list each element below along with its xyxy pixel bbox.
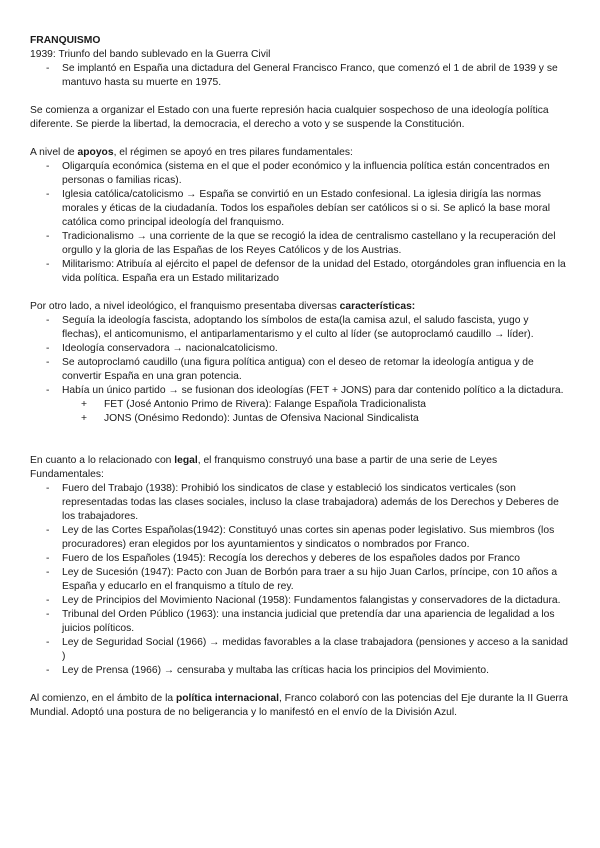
internacional-paragraph: Al comienzo, en el ámbito de la política internacional, Franco colaboró con las potencias del Eje durante la II Guerra Mundial. Adoptó una postura de no beligerancia y lo manifestó en el envío de la División Azul. [30, 693, 569, 718]
intro-list [30, 62, 570, 90]
list-item: - Tradicionalismo → una corriente de la que se recogió la idea de centralismo castellano y la recuperación del orgullo y la gloria de las Españas de los Reyes Católicos y de los Austrias. [30, 230, 570, 258]
list-item: - Tribunal del Orden Público (1963): una instancia judicial que pretendía dar una apariencia de legalidad a los juicios políticos. [30, 608, 570, 636]
list-item: - Se implantó en España una dictadura del General Francisco Franco, que comenzó el 1 de abril de 1939 y se mantuvo hasta su muerte en 1975. [30, 62, 570, 90]
sublist-item: + JONS (Onésimo Redondo): Juntas de Ofensiva Nacional Sindicalista [30, 412, 570, 426]
repression-paragraph: Se comienza a organizar el Estado con una fuerte represión hacia cualquier sospechoso de una ideología política diferente. Se pierde la libertad, la democracia, el derecho a voto y se suspende la Constitución. [30, 105, 549, 130]
list-item: - Ley de Seguridad Social (1966) → medidas favorables a la clase trabajadora (pensiones y acceso a la sanidad ) [30, 636, 570, 664]
caracteristicas-list [30, 314, 570, 398]
apoyos-list [30, 160, 570, 286]
legal-heading: En cuanto a lo relacionado con legal, el franquismo construyó una base a partir de una serie de Leyes Fundamentales: [30, 455, 498, 480]
sublist-item: + FET (José Antonio Primo de Rivera): Falange Española Tradicionalista [30, 398, 570, 412]
list-item: - Fuero de los Españoles (1945): Recogía los derechos y deberes de los españoles dados por Franco [30, 552, 570, 566]
intro-line: 1939: Triunfo del bando sublevado en la Guerra Civil [30, 49, 271, 60]
list-item: - Seguía la ideología fascista, adoptando los símbolos de esta(la camisa azul, el saludo fascista, yugo y flechas), el anticomunismo, el antiparlamentarismo y el culto al líder (se autoproclamó caudillo → líder). [30, 314, 570, 342]
list-item: - Ley de Sucesión (1947): Pacto con Juan de Borbón para traer a su hijo Juan Carlos, príncipe, con 10 años a España y educarlo en el franquismo a título de rey. [30, 566, 570, 594]
list-item: - Militarismo: Atribuía al ejército el papel de defensor de la unidad del Estado, otorgándoles gran influencia en la vida política. España era un Estado militarizado [30, 258, 570, 286]
list-item: - Ideología conservadora → nacionalcatolicismo. [30, 342, 570, 356]
apoyos-heading: A nivel de apoyos, el régimen se apoyó en tres pilares fundamentales: [30, 147, 353, 158]
caracteristicas-heading: Por otro lado, a nivel ideológico, el franquismo presentaba diversas características: [30, 301, 416, 312]
party-sublist [30, 398, 570, 426]
list-item: - Ley de Prensa (1966) → censuraba y multaba las críticas hacia los principios del Movimiento. [30, 664, 570, 678]
list-item: - Había un único partido → se fusionan dos ideologías (FET + JONS) para dar contenido político a la dictadura. [30, 384, 570, 398]
list-item: - Oligarquía económica (sistema en el que el poder económico y la influencia política están concentrados en personas o familias ricas). [30, 160, 570, 188]
list-item: - Fuero del Trabajo (1938): Prohibió los sindicatos de clase y estableció los sindicatos verticales (son representadas todas las clases sociales, incluso la clase trabajadora) además de los Derechos y Deberes de los trabajadores. [30, 482, 570, 524]
doc-title: FRANQUISMO [30, 35, 101, 46]
list-item: - Iglesia católica/catolicismo → España se convirtió en un Estado confesional. La iglesia dirigía las normas morales y éticas de la ciudadanía. Todos los españoles debían ser católicos si o si. Se aplicó la base moral católica como principal ideología del franquismo. [30, 188, 570, 230]
legal-list [30, 482, 570, 678]
list-item: - Ley de las Cortes Españolas(1942): Constituyó unas cortes sin apenas poder legislativo. Sus miembros (los procuradores) eran elegidos por los ayuntamientos y sindicatos o nombrados por Franco. [30, 524, 570, 552]
list-item: - Se autoproclamó caudillo (una figura política antigua) con el deseo de retomar la ideología antigua y de convertir España en una gran potencia. [30, 356, 570, 384]
list-item: - Ley de Principios del Movimiento Nacional (1958): Fundamentos falangistas y conservadores de la dictadura. [30, 594, 570, 608]
